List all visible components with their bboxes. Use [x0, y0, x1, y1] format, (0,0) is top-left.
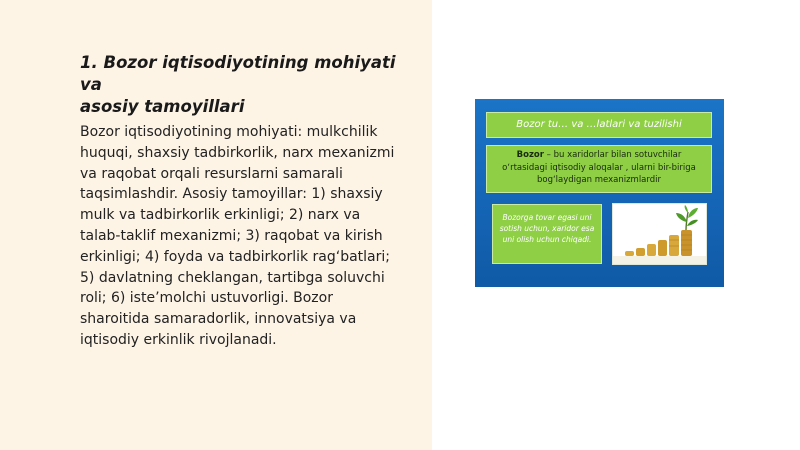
picture-title: Bozor tu… va …latlari va tuzilishi [486, 112, 712, 138]
definition-text: – bu xaridorlar bilan sotuvchilar o‘rtasidagi iqtisodiy aloqalar , ularni bir-biriga bog‘laydigan mexanizmlardir [502, 150, 696, 185]
plant-growing-from-coins-icon [613, 204, 706, 264]
picture-note: Bozorga tovar egasi uni sotish uchun, xaridor esa uni olish uchun chiqadi. [492, 204, 602, 264]
slide-heading: 1. Bozor iqtisodiyotining mohiyati va asosiy tamoyillari [80, 53, 396, 116]
coins-plant-photo [612, 203, 707, 265]
market-picture [475, 99, 724, 287]
slide-body-text: Bozor iqtisodiyotining mohiyati: mulkchilik huquqi, shaxsiy tadbirkorlik, narx mexanizmi va raqobat orqali resurslarni samarali taqsimlashdir. Asosiy tamoyillar: 1) shaxsiy mulk va tadbirkorlik erkinligi; 2) narx va talab-taklif mexanizmi; 3) raqobat va kirish erkinligi; 4) foyda va tadbirkorlik rag‘batlari; 5) davlatning cheklangan, tartibga soluvchi roli; 6) iste’molchi ustuvorligi. Bozor sharoitida samaradorlik, innovatsiya va iqtisodiy erkinlik rivojlanadi. [80, 124, 395, 348]
picture-definition [486, 145, 712, 193]
definition-term: Bozor [516, 150, 544, 160]
